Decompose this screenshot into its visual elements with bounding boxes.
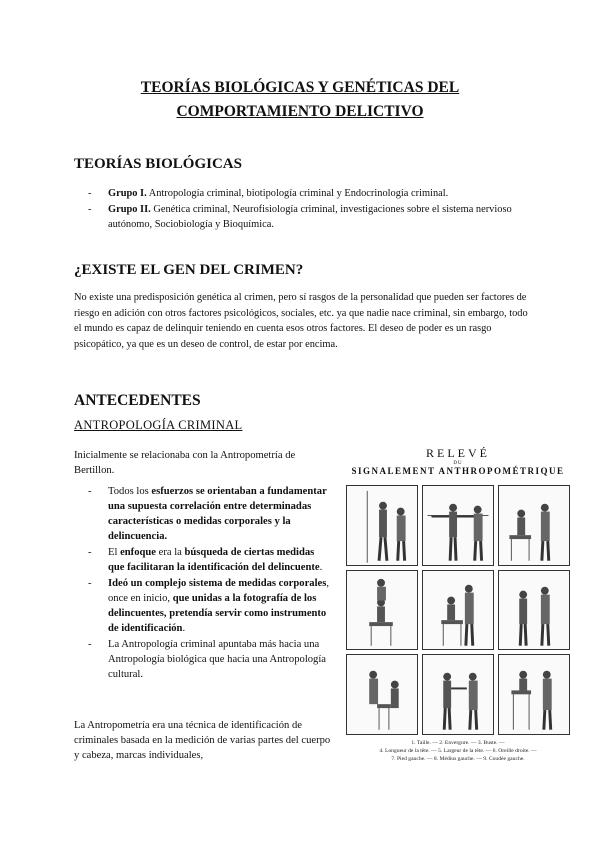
measurement-illustration: [423, 571, 493, 650]
antecedentes-bullets: [74, 484, 332, 683]
list-item: - Grupo II. Genética criminal, Neurofisiología criminal, investigaciones sobre el sistema nervioso autónomo, Sociobiología y Bioquímica.: [74, 202, 524, 233]
heading-antecedentes: ANTECEDENTES: [74, 392, 201, 409]
anthropometric-figure: [336, 440, 580, 770]
measurement-illustration: [347, 571, 417, 650]
list-item: - Todos los esfuerzos se orientaban a fundamentar una supuesta correlación entre determinadas características o medidas corporales y la delincuencia.: [74, 484, 332, 544]
measurement-illustration: [499, 486, 569, 565]
figure-caption: 1. Taille. — 2. Envergure. — 3. Buste. — 4. Longueur de la tête. — 5. Largeur de la tête. — 6. Oreille droite. — 7. Pied gauche. — 8. Médius gauche. — 9. Coudée gauche.: [379, 740, 537, 762]
document-title: [0, 76, 600, 124]
gen-paragraph: No existe una predisposición genética al crimen, pero sí rasgos de la personalidad que pueden ser factores de riesgo en adición con otros factores psicológicos, sociales, etc. ya que nadie nace criminal, sin embargo, todo el mundo es capaz de delinquir teniendo en cuenta esos otros factores. El deseo de poder es un rasgo psicopático, ya que es un deseo de control, de estar por encima.: [74, 292, 528, 350]
figure-panel: [346, 485, 418, 566]
figure-grid: [346, 485, 570, 735]
figure-panel: [422, 654, 494, 735]
figure-du: DU: [453, 461, 463, 466]
measurement-illustration: [347, 486, 417, 565]
figure-panel: [346, 570, 418, 651]
measurement-illustration: [499, 655, 569, 734]
title-line-1: TEORÍAS BIOLÓGICAS Y GENÉTICAS DEL: [140, 79, 460, 96]
measurement-illustration: [347, 655, 417, 734]
figure-panel: [422, 570, 494, 651]
measurement-illustration: [423, 486, 493, 565]
figure-panel: [498, 654, 570, 735]
heading-gen: ¿EXISTE EL GEN DEL CRIMEN?: [74, 262, 304, 278]
list-item: - El enfoque era la búsqueda de ciertas medidas que facilitaran la identificación del delincuente.: [74, 545, 332, 575]
teorias-list: [74, 186, 524, 233]
heading-teorias: TEORÍAS BIOLÓGICAS: [74, 156, 242, 172]
list-item: - Ideó un complejo sistema de medidas corporales, once en inicio, que unidas a la fotografía de los delincuentes, pretendía servir como instrumento de identificación.: [74, 576, 332, 636]
figure-panel: [346, 654, 418, 735]
figure-subtitle: SIGNALEMENT ANTHROPOMÉTRIQUE: [351, 466, 565, 476]
intro-text: Inicialmente se relacionaba con la Antropometría de Bertillon.: [74, 450, 296, 476]
subheading-antropologia: ANTROPOLOGÍA CRIMINAL: [74, 418, 243, 432]
figure-panel: [422, 485, 494, 566]
measurement-illustration: [423, 655, 493, 734]
closing-paragraph: La Antropometría era una técnica de identificación de criminales basada en la medición de varias partes del cuerpo y cabeza, marcas individuales,: [74, 720, 331, 761]
figure-title: RELEVÉ: [426, 446, 490, 460]
figure-panel: [498, 570, 570, 651]
list-item: - La Antropología criminal apuntaba más hacia una Antropología biológica que hacia una Antropología cultural.: [74, 637, 332, 682]
list-item: - Grupo I. Antropología criminal, biotipología criminal y Endocrinología criminal.: [74, 186, 524, 202]
title-line-2: COMPORTAMIENTO DELICTIVO: [176, 103, 424, 120]
figure-panel: [498, 485, 570, 566]
measurement-illustration: [499, 571, 569, 650]
